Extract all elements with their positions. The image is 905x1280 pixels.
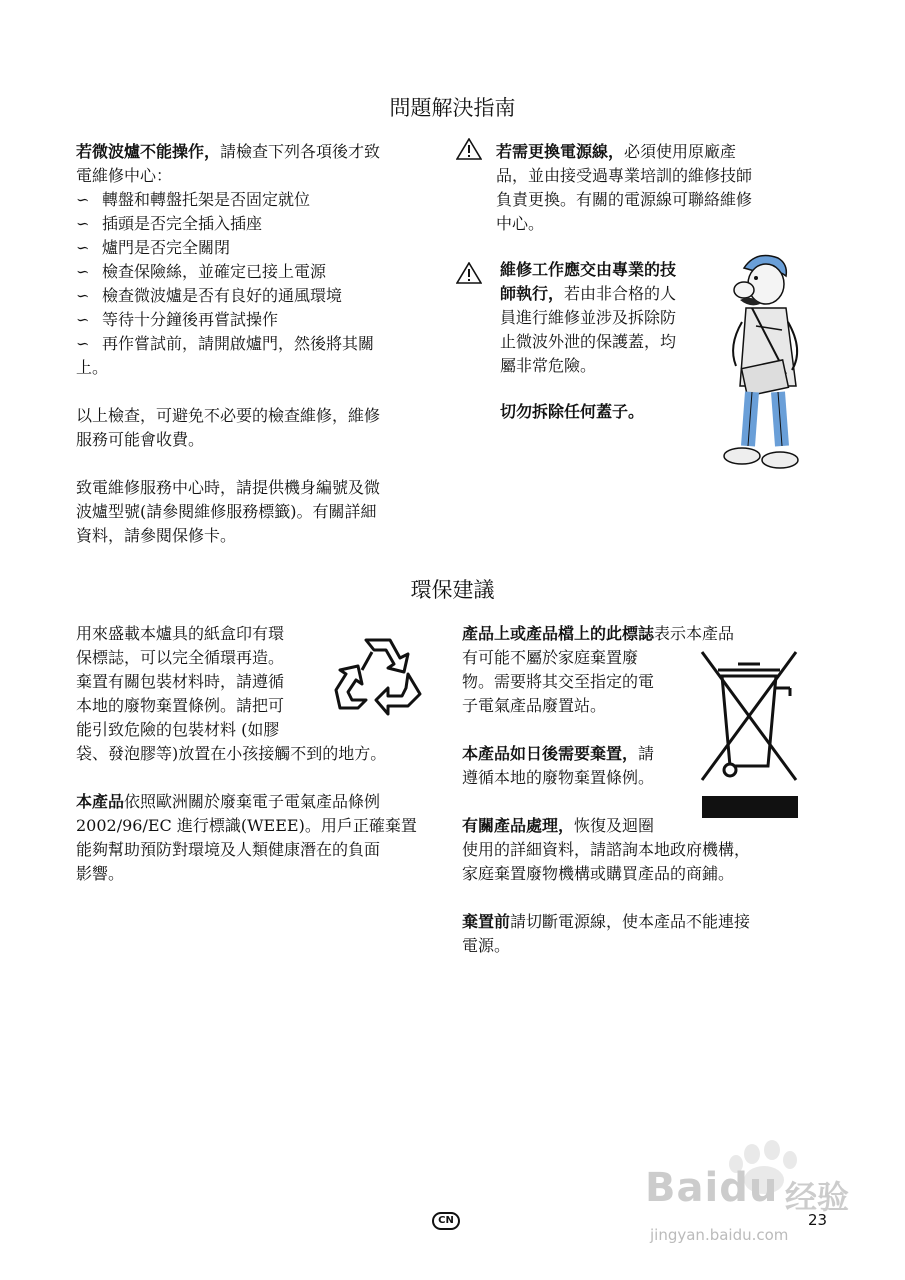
watermark-cn: 经验 [785,1178,850,1216]
paragraph-line: 服務可能會收費。 [76,430,205,449]
watermark-url: jingyan.baidu.com [650,1226,789,1244]
handle-line-1 [462,814,654,838]
list-item [76,212,262,236]
symbol-rest: 表示本產品 [654,624,735,643]
list-item [76,332,374,356]
bullet-symbol: ∽ [76,310,90,329]
dispose-line: 遵循本地的廢物棄置條例。 [462,768,655,787]
env-line: 棄置有關包裝材料時，請遵循 [76,672,285,691]
weee-line: 影響。 [76,864,125,883]
weee-line-1 [76,790,380,814]
language-badge: CN [432,1212,460,1230]
technician-illustration [716,246,816,476]
cord-rest: 必須使用原廠產 [624,142,737,161]
black-bar [702,796,798,818]
check-text: 檢查微波爐是否有良好的通風環境 [102,286,343,305]
bullet-symbol: ∽ [76,286,90,305]
dispose-rest: 請 [638,744,655,763]
before-rest: 請切斷電源線，使本產品不能連接 [510,912,751,931]
check-text: 爐門是否完全關閉 [102,238,231,257]
list-item [76,284,342,308]
symbol-line-1 [462,622,734,646]
cord-bold: 若需更換電源線， [496,142,625,161]
service-line [500,282,676,306]
cord-line: 中心。 [496,214,545,233]
warning-icon [456,138,482,160]
before-line: 電源。 [462,936,511,955]
service-line: 止微波外泄的保護蓋，均 [500,332,677,351]
paragraph-line: 致電維修服務中心時，請提供機身編號及微 [76,478,381,497]
weee-line: 2002/96/EC 進行標識(WEEE)。用戶正確棄置 [76,816,417,835]
crossed-bin-icon [698,648,800,788]
list-item [76,188,310,212]
service-line: 員進行維修並涉及拆除防 [500,308,677,327]
service-rest: 若由非合格的人 [564,284,677,303]
env-line: 袋、發泡膠等)放置在小孩接觸不到的地方。 [76,744,387,763]
service-bold: 師執行， [500,284,565,303]
intro-line-2: 電維修中心： [76,166,173,185]
no-cover-warning: 切勿拆除任何蓋子。 [500,402,645,421]
bullet-symbol: ∽ [76,334,90,353]
cord-line-1 [496,140,736,164]
page-number: 23 [808,1211,828,1229]
service-line: 維修工作應交由專業的技 [500,260,677,279]
intro-rest: 請檢查下列各項後才致 [220,142,381,161]
recycle-icon [332,630,424,718]
intro-line-1 [76,140,380,164]
cord-line: 品，並由接受過專業培訓的維修技師 [496,166,753,185]
env-line: 能引致危險的包裝材料 (如膠 [76,720,280,739]
handle-line: 家庭棄置廢物機構或購買產品的商鋪。 [462,864,735,883]
weee-line: 能夠幫助預防對環境及人類健康潛在的負面 [76,840,381,859]
dispose-bold: 本產品如日後需要棄置， [462,744,639,763]
bullet-symbol: ∽ [76,214,90,233]
watermark-brand-2: du [719,1165,779,1211]
check-text: 轉盤和轉盤托架是否固定就位 [102,190,311,209]
env-line: 用來盛載本爐具的紙盒印有環 [76,624,285,643]
check-text: 插頭是否完全插入插座 [102,214,263,233]
list-item [76,308,278,332]
warning-icon [456,262,482,284]
bullet-symbol: ∽ [76,190,90,209]
handle-rest: 恢復及迴圈 [574,816,655,835]
watermark-brand [645,1165,778,1211]
bullet-symbol: ∽ [76,238,90,257]
handle-line: 使用的詳細資料，請諮詢本地政府機構， [462,840,751,859]
check-text: 檢查保險絲，並確定已接上電源 [102,262,327,281]
symbol-bold: 產品上或產品檔上的此標誌 [462,624,655,643]
dispose-line-1 [462,742,654,766]
environment-title: 環保建議 [410,578,495,602]
paragraph-line: 資料，請參閱保修卡。 [76,526,237,545]
bullet-symbol: ∽ [76,262,90,281]
before-bold: 棄置前 [462,912,511,931]
paragraph-line: 波爐型號(請參閱維修服務標籤)。有關詳細 [76,502,377,521]
weee-bold: 本產品 [76,792,125,811]
env-line: 保標誌，可以完全循環再造。 [76,648,285,667]
cord-line: 負責更換。有關的電源線可聯絡維修 [496,190,753,209]
intro-bold: 若微波爐不能操作， [76,142,221,161]
service-line: 屬非常危險。 [500,356,597,375]
check-text: 再作嘗試前，請開啟爐門，然後將其關 [102,334,375,353]
list-item-continuation: 上。 [76,358,109,377]
troubleshooting-title: 問題解決指南 [389,96,516,120]
list-item [76,236,230,260]
symbol-line: 子電氣產品廢置站。 [462,696,607,715]
weee-rest: 依照歐洲關於廢棄電子電氣產品條例 [124,792,381,811]
check-text: 等待十分鐘後再嘗試操作 [102,310,279,329]
before-line-1 [462,910,750,934]
symbol-line: 有可能不屬於家庭棄置廢 [462,648,639,667]
paragraph-line: 以上檢查，可避免不必要的檢查維修，維修 [76,406,381,425]
handle-bold: 有關產品處理， [462,816,575,835]
watermark-brand-1: Bai [645,1165,720,1211]
env-line: 本地的廢物棄置條例。請把可 [76,696,285,715]
list-item [76,260,326,284]
symbol-line: 物。需要將其交至指定的電 [462,672,655,691]
